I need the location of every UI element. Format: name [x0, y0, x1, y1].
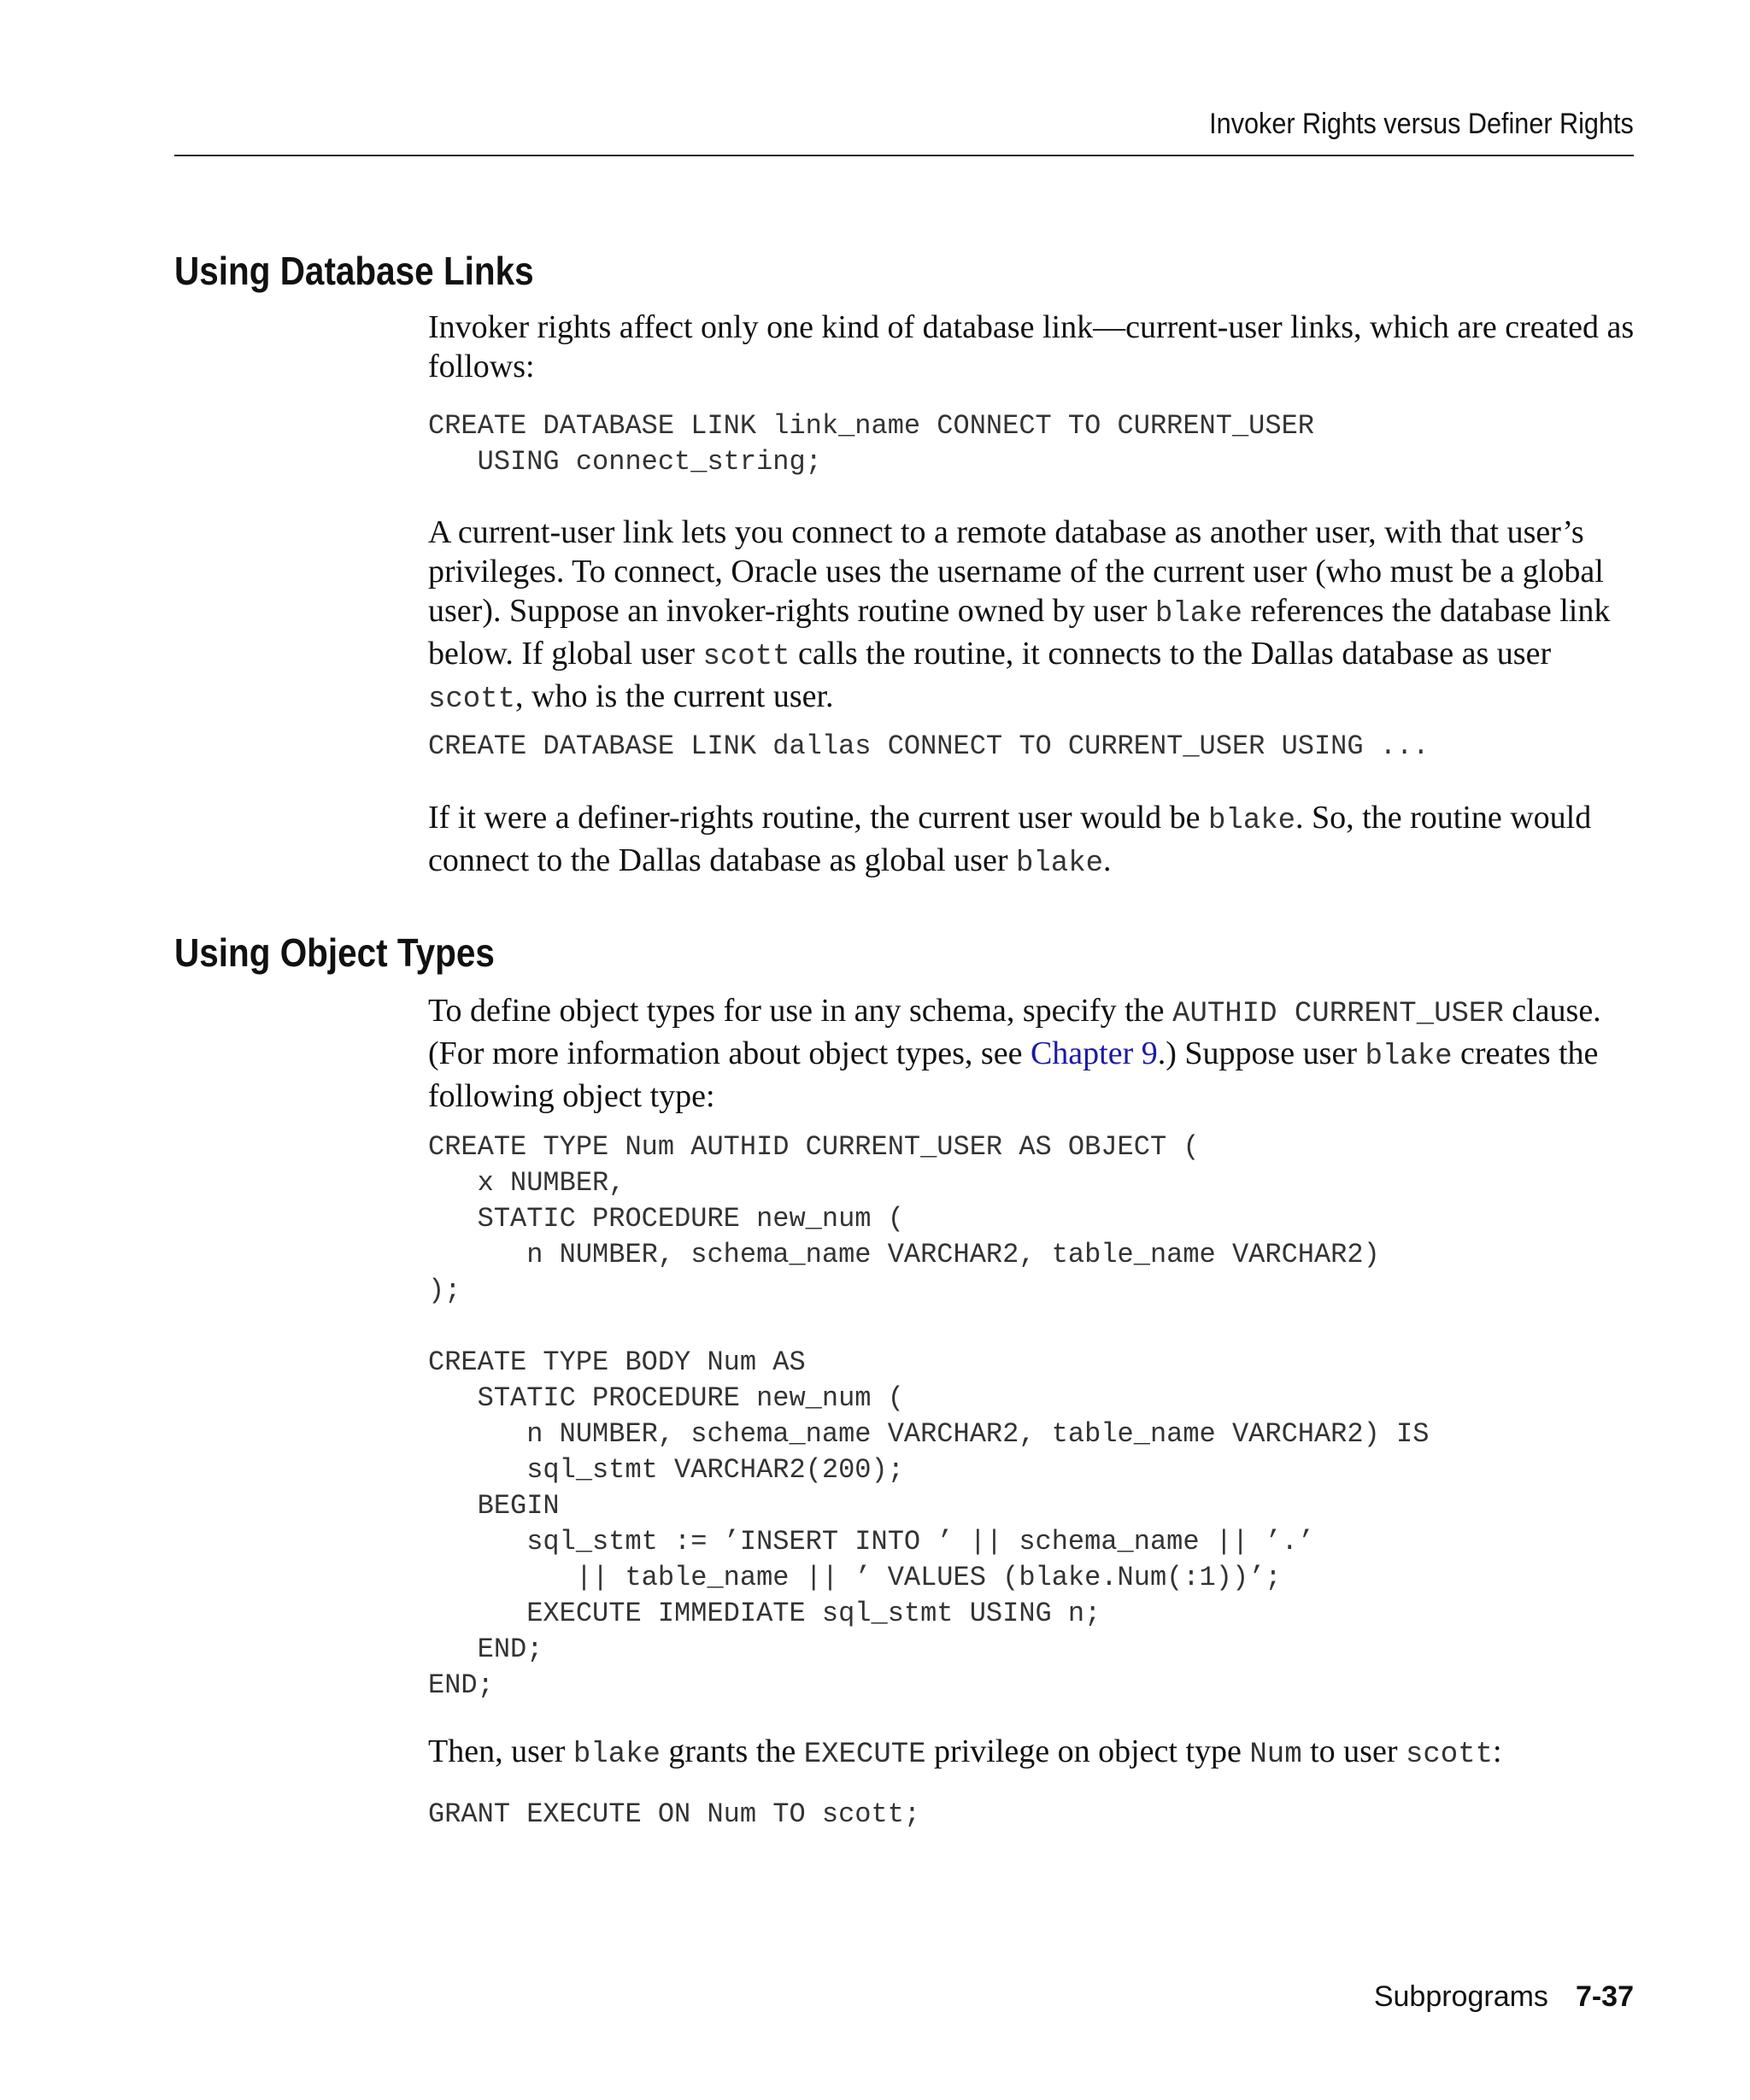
header-rule: [174, 155, 1634, 156]
code-create-type: [428, 1129, 1641, 1704]
section-heading-object-types: Using Object Types: [174, 930, 495, 975]
inline-code: scott: [1405, 1739, 1494, 1771]
paragraph: Invoker rights affect only one kind of database link—current-user links, which are created as follows:: [428, 309, 1635, 384]
code-grant: [428, 1797, 1641, 1833]
code-block: GRANT EXECUTE ON Num TO scott;: [428, 1798, 921, 1830]
footer-chapter: Subprograms: [1373, 1980, 1548, 2013]
definer-rights-note: [428, 798, 1641, 883]
code-block: CREATE DATABASE LINK link_name CONNECT TO CURRENT_USER USING connect_string;: [428, 410, 1314, 478]
page-footer: [1374, 1980, 1634, 2014]
section-heading-database-links: Using Database Links: [174, 249, 534, 293]
inline-code: blake: [1208, 805, 1296, 837]
page-number: 7-37: [1575, 1980, 1634, 2013]
inline-code: scott: [428, 683, 516, 716]
inline-code: blake: [1015, 848, 1104, 880]
paragraph: A current-user link lets you connect to a remote database as another user, with that user’s privileges. To connect, Oracle uses the username of the current user (who must be a global user). Suppose an invoker-rights routine owned by user blake references the database link below. If global user scott calls the routine, it connects to the Dallas database as user scott, who is the current user.: [428, 514, 1611, 716]
inline-code: blake: [1154, 598, 1242, 631]
inline-code: EXECUTE: [803, 1739, 926, 1771]
inline-code: blake: [1365, 1041, 1453, 1073]
current-user-link-explanation: [428, 513, 1641, 719]
inline-code: AUTHID CURRENT_USER: [1172, 998, 1504, 1030]
inline-code: Num: [1249, 1739, 1302, 1771]
database-links-intro: [428, 308, 1641, 386]
code-block: CREATE DATABASE LINK dallas CONNECT TO CURRENT_USER USING ...: [428, 730, 1430, 762]
object-types-intro: [428, 991, 1641, 1116]
chapter-9-link[interactable]: Chapter 9: [1030, 1035, 1158, 1071]
code-block: CREATE TYPE Num AUTHID CURRENT_USER AS OBJECT ( x NUMBER, STATIC PROCEDURE new_num ( n NUMBER, schema_name VARCHAR2, table_name VARCHAR2) ); CREATE TYPE BODY Num AS STATIC PROCEDURE new_num ( n NUMBER, schema_name VARCHAR2, table_name VARCHAR2) IS sql_stmt VARCHAR2(200); BEGIN sql_stmt := ’INSERT INTO ’ || schema_name || ’.’ || table_name || ’ VALUES (blake.Num(:1))’; EXECUTE IMMEDIATE sql_stmt USING n; END; END;: [428, 1131, 1430, 1701]
inline-code: scott: [702, 641, 790, 673]
inline-code: blake: [573, 1739, 661, 1771]
paragraph: To define object types for use in any schema, specify the AUTHID CURRENT_USER clause. (For more information about object types, see Chapter 9.) Suppose user blake creates the following object type:: [428, 993, 1601, 1114]
running-header: Invoker Rights versus Definer Rights: [1209, 108, 1634, 140]
paragraph: Then, user blake grants the EXECUTE privilege on object type Num to user scott:: [428, 1733, 1502, 1771]
paragraph: If it were a definer-rights routine, the current user would be blake. So, the routine would connect to the Dallas database as global user blake.: [428, 800, 1592, 880]
grant-explanation: [428, 1732, 1641, 1774]
code-create-dallas-link: [428, 729, 1641, 765]
code-create-link: [428, 408, 1641, 480]
